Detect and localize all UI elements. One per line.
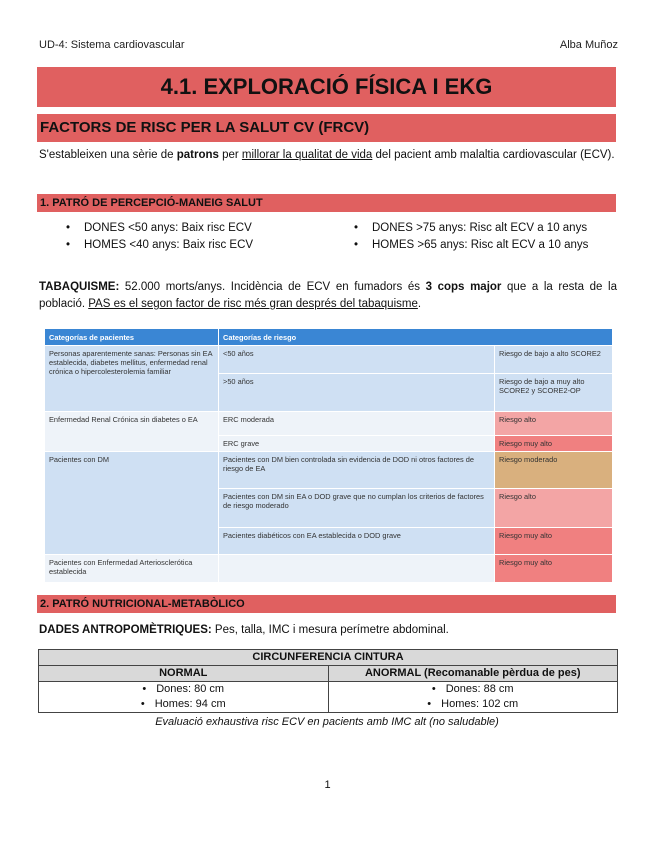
table-caption: Evaluació exhaustiva risc ECV en pacients amb IMC alt (no saludable) (155, 716, 499, 728)
table-row: Pacientes con Enfermedad Arteriosclerótica establecida Riesgo muy alto (45, 555, 613, 583)
table-row: Personas aparentemente sanas: Personas sin EA establecida, diabetes mellitus, enfermedad renal crónica o hipercolesterolemia familiar <50 años Riesgo de bajo a alto SCORE2 (45, 346, 613, 374)
risk-category-table (44, 328, 613, 583)
table-row: Pacientes diabéticos con EA establecida o DOD grave Riesgo muy alto (45, 528, 613, 555)
table-header: ANORMAL (Recomanable pèrdua de pes) (328, 666, 618, 682)
list-item: • Homes: 94 cm (43, 697, 324, 712)
running-header-left: UD-4: Sistema cardiovascular (39, 39, 185, 51)
bullet-list-left (64, 220, 253, 254)
page-number: 1 (324, 779, 331, 791)
list-item: • Dones: 88 cm (333, 682, 614, 697)
list-item: • HOMES >65 anys: Risc alt ECV a 10 anys (352, 237, 588, 254)
intro-paragraph: S'estableixen una sèrie de patrons per millorar la qualitat de vida del pacient amb malaltia cardiovascular (ECV). (39, 149, 615, 161)
list-item: • Homes: 102 cm (333, 697, 614, 712)
bullet-list-right (352, 220, 588, 254)
table-row: >50 años Riesgo de bajo a muy alto SCORE2 y SCORE2-OP (45, 374, 613, 412)
table-row: Enfermedad Renal Crónica sin diabetes o EA ERC moderada Riesgo alto (45, 412, 613, 436)
section-title: FACTORS DE RISC PER LA SALUT CV (FRCV) (37, 114, 616, 142)
table-row: ERC grave Riesgo muy alto (45, 436, 613, 452)
table-row: Pacientes con DM Pacientes con DM bien controlada sin evidencia de DOD ni otros factores de riesgo de EA Riesgo moderado (45, 452, 613, 489)
table-header: Categorías de riesgo (219, 329, 613, 346)
anthropometric-paragraph: DADES ANTROPOMÈTRIQUES: Pes, talla, IMC i mesura perímetre abdominal. (39, 624, 449, 636)
table-title: CIRCUNFERENCIA CINTURA (39, 650, 618, 666)
tabaquisme-paragraph: TABAQUISME: 52.000 morts/anys. Incidència de ECV en fumadors és 3 cops major que a la resta de la població. PAS es el segon factor de risc més gran després del tabaquisme. (39, 281, 617, 310)
list-item: • DONES >75 anys: Risc alt ECV a 10 anys (352, 220, 588, 237)
page-title: 4.1. EXPLORACIÓ FÍSICA I EKG (37, 67, 616, 107)
table-row (39, 682, 618, 713)
table-header: NORMAL (39, 666, 329, 682)
list-item: • HOMES <40 anys: Baix risc ECV (64, 237, 253, 254)
section-heading-2: 2. PATRÓ NUTRICIONAL-METABÒLICO (37, 595, 616, 613)
running-header-right: Alba Muñoz (559, 39, 618, 51)
section-heading-1: 1. PATRÓ DE PERCEPCIÓ-MANEIG SALUT (37, 194, 616, 212)
table-row: Pacientes con DM sin EA o DOD grave que no cumplan los criterios de factores de riesgo moderado Riesgo alto (45, 489, 613, 528)
waist-circumference-table (38, 649, 618, 713)
list-item: • Dones: 80 cm (43, 682, 324, 697)
list-item: • DONES <50 anys: Baix risc ECV (64, 220, 253, 237)
table-header: Categorías de pacientes (45, 329, 219, 346)
